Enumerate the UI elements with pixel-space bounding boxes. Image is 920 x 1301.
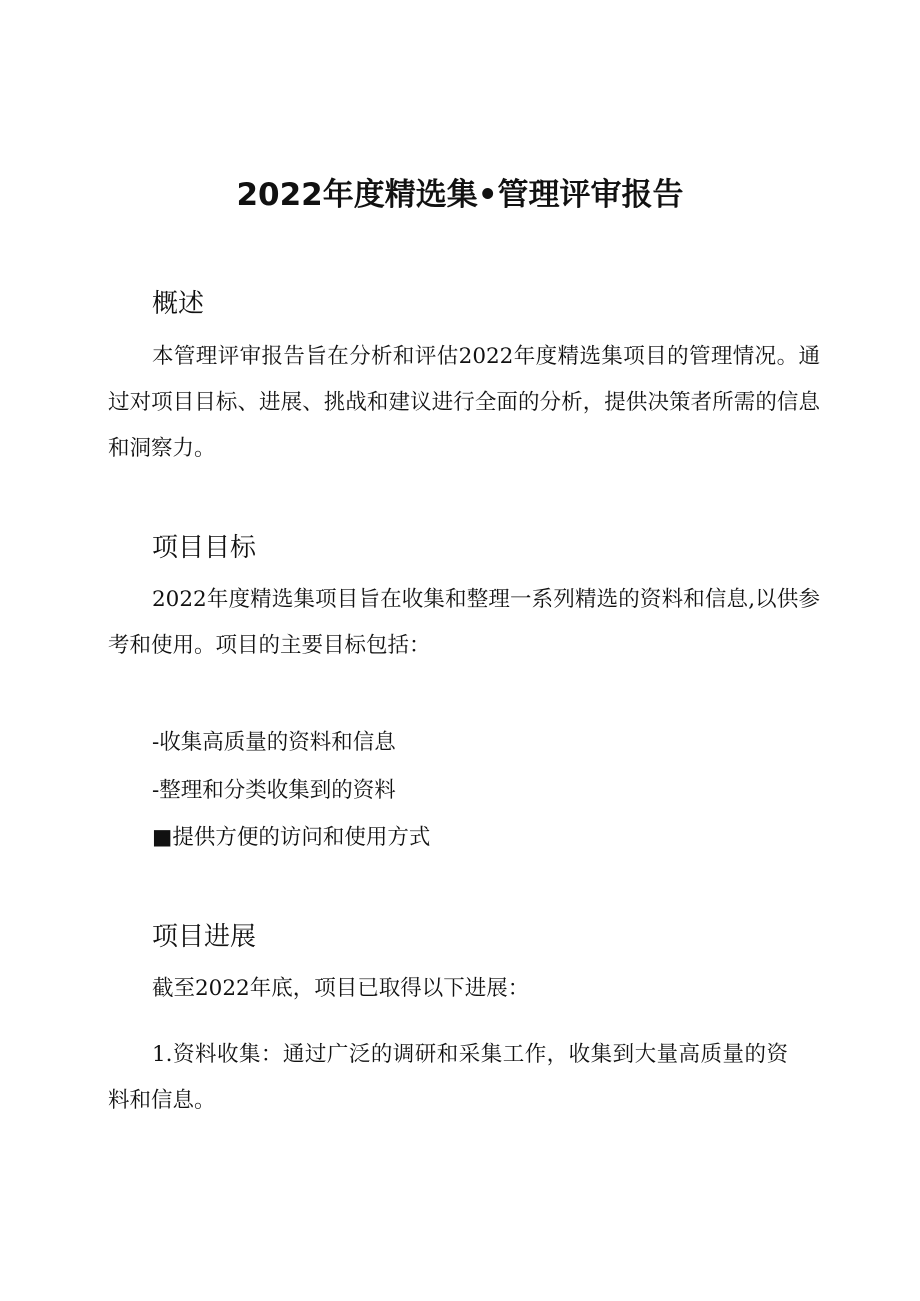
section-heading-goals: 项目目标: [152, 533, 257, 563]
goal-list-item: -收集高质量的资料和信息: [152, 730, 396, 755]
goal-list-item: ■提供方便的访问和使用方式: [152, 825, 431, 850]
section-heading-progress: 项目进展: [152, 922, 257, 952]
document-title: 2022年度精选集•管理评审报告: [236, 177, 684, 213]
progress-summary: 截至2022年底，项目已取得以下进展：: [152, 976, 530, 1001]
section-heading-overview: 概述: [152, 289, 205, 319]
progress-item-paragraph: 1.资料收集：通过广泛的调研和采集工作，收集到大量高质量的资料和信息。: [108, 1042, 788, 1113]
goals-paragraph: 2022年度精选集项目旨在收集和整理一系列精选的资料和信息,以供参考和使用。项目的主要目标包括：: [108, 587, 820, 658]
overview-paragraph: 本管理评审报告旨在分析和评估2022年度精选集项目的管理情况。通过对项目目标、进展、挑战和建议进行全面的分析，提供决策者所需的信息和洞察力。: [108, 344, 820, 461]
goal-list-item: -整理和分类收集到的资料: [152, 778, 396, 803]
